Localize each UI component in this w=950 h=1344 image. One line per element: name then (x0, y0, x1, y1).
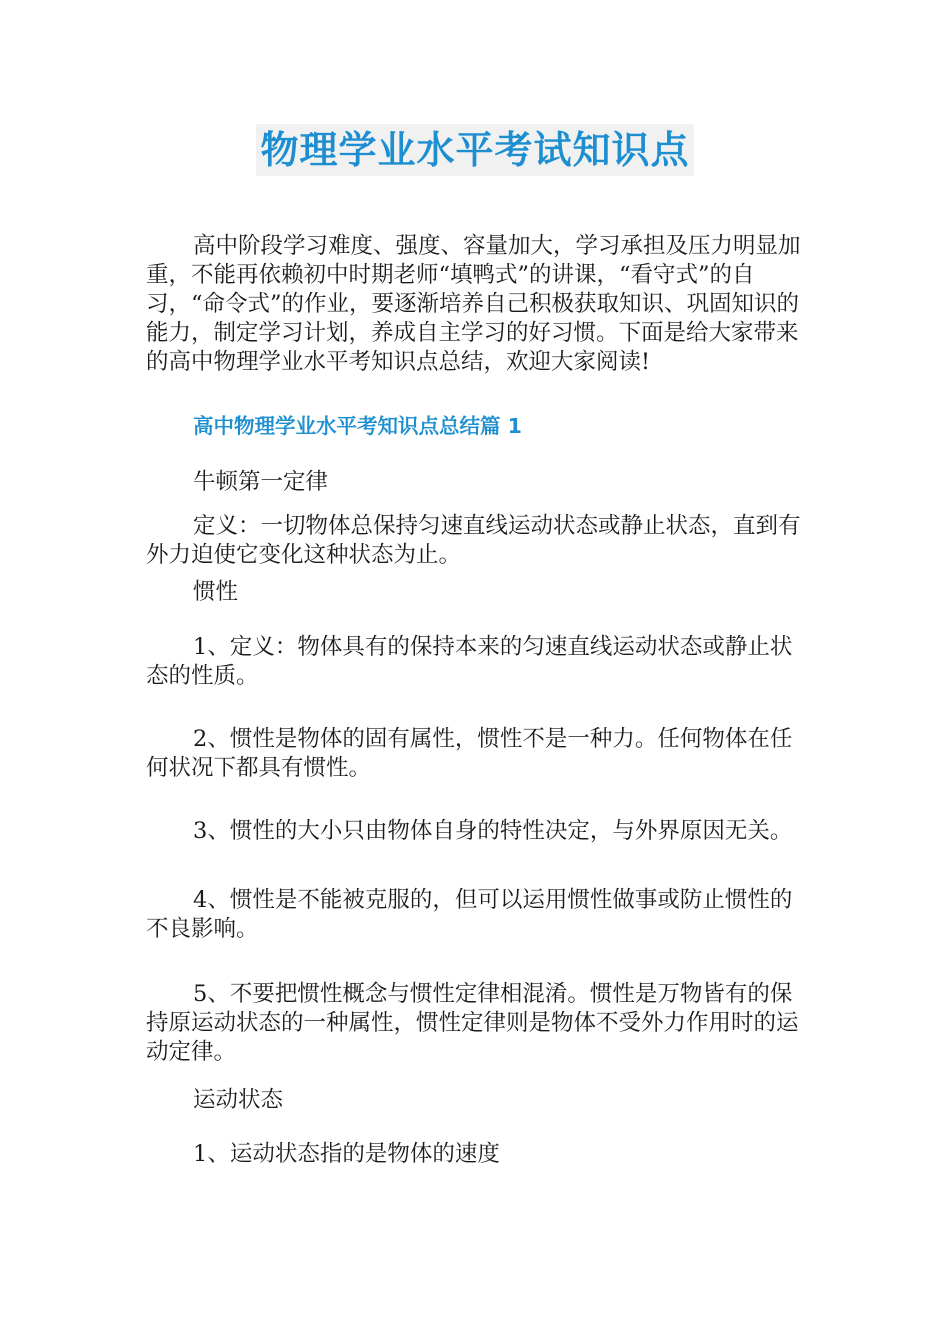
title-container (0, 124, 950, 176)
paragraph-inertia-heading: 惯性 (193, 579, 239, 605)
paragraph-newton-first-law: 牛顿第一定律 (193, 469, 329, 495)
section-title: 高中物理学业水平考知识点总结篇 1 (193, 414, 522, 438)
paragraph-definition: 定义：一切物体总保持匀速直线运动状态或静止状态，直到有外力迫使它变化这种状态为止。 (146, 513, 801, 568)
paragraph-inertia-1: 1、定义：物体具有的保持本来的匀速直线运动状态或静止状态的性质。 (146, 634, 793, 689)
paragraph-inertia-3: 3、惯性的大小只由物体自身的特性决定，与外界原因无关。 (193, 818, 793, 844)
paragraph-inertia-4: 4、惯性是不能被克服的，但可以运用惯性做事或防止惯性的不良影响。 (146, 887, 793, 942)
intro-paragraph: 高中阶段学习难度、强度、容量加大，学习承担及压力明显加重，不能再依赖初中时期老师“填鸭式”的讲课，“看守式”的自习，“命令式”的作业，要逐渐培养自己积极获取知识、巩固知识的能力，制定学习计划，养成自主学习的好习惯。下面是给大家带来的高中物理学业水平考知识点总结，欢迎大家阅读! (146, 233, 801, 375)
paragraph-inertia-2: 2、惯性是物体的固有属性，惯性不是一种力。任何物体在任何状况下都具有惯性。 (146, 726, 793, 781)
paragraph-motion-state-1: 1、运动状态指的是物体的速度 (193, 1141, 500, 1167)
page-title: 物理学业水平考试知识点 (256, 124, 693, 176)
paragraph-inertia-5: 5、不要把惯性概念与惯性定律相混淆。惯性是万物皆有的保持原运动状态的一种属性，惯性定律则是物体不受外力作用时的运动定律。 (146, 981, 799, 1065)
paragraph-motion-state-heading: 运动状态 (193, 1087, 284, 1113)
